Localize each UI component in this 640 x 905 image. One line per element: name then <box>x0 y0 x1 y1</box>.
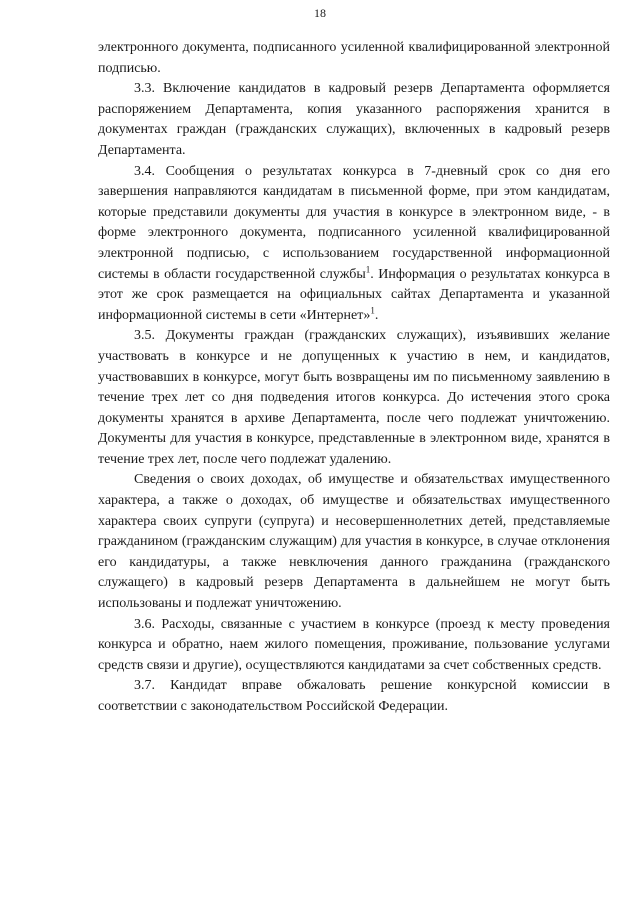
paragraph-income-info: Сведения о своих доходах, об имуществе и обязательствах имущественного характера, а также о доходах, об имуществе и обязательствах имущественного характера своих супруги (супруга) и несовершеннолетних детей, представляемые гражданином (гражданским служащим) для участия в конкурсе, в случае отклонения его кандидатуры, а также невключения данного гражданина (гражданского служащего) в кадровый резерв Департамента в дальнейшем не могут быть использованы и подлежат уничтожению. <box>98 472 610 612</box>
footnote-ref-2: 1 <box>370 305 375 316</box>
document-body <box>98 38 610 718</box>
paragraph-3-4-part3: . <box>374 307 379 323</box>
footnote-ref-1: 1 <box>365 263 371 274</box>
page-number: 18 <box>314 6 326 20</box>
paragraph-3-7: 3.7. Кандидат вправе обжаловать решение конкурсной комиссии в соответствии с законодательством Российской Федерации. <box>98 678 610 714</box>
paragraph-3-5: 3.5. Документы граждан (гражданских служащих), изъявивших желание участвовать в конкурсе и не допущенных к участию в нем, и кандидатов, участвовавших в конкурсе, могут быть возвращены им по письменному заявлению в течение трех лет со дня подведения итогов конкурса. До истечения этого срока документы хранятся в архиве Департамента, после чего подлежат уничтожению. Документы для участия в конкурсе, представленные в электронном виде, хранятся в течение трех лет, после чего подлежат удалению. <box>98 328 610 467</box>
paragraph-3-4-part2: . Информация о результатах конкурса в этот же срок размещается на официальных сайтах Департамента и указанной информационной системы в сети «Интернет» <box>98 266 610 323</box>
paragraph-3-4 <box>98 162 610 327</box>
paragraph-3-4-part1: 3.4. Сообщения о результатах конкурса в 7-дневный срок со дня его завершения направляются кандидатам в письменной форме, при этом кандидатам, которые представили документы для участия в конкурсе в электронном виде, - в форме электронного документа, подписанного усиленной квалифицированной электронной подписью, с использованием государственной информационной системы в области государственной службы <box>98 163 610 282</box>
paragraph-3-6: 3.6. Расходы, связанные с участием в конкурсе (проезд к месту проведения конкурса и обратно, наем жилого помещения, проживание, пользование услугами средств связи и другие), осуществляются кандидатами за счет собственных средств. <box>98 616 610 673</box>
paragraph-3-3: 3.3. Включение кандидатов в кадровый резерв Департамента оформляется распоряжением Департамента, копия указанного распоряжения хранится в документах граждан (гражданских служащих), включенных в кадровый резерв Департамента. <box>98 81 610 158</box>
paragraph-continuation: электронного документа, подписанного усиленной квалифицированной электронной подписью. <box>98 40 610 76</box>
